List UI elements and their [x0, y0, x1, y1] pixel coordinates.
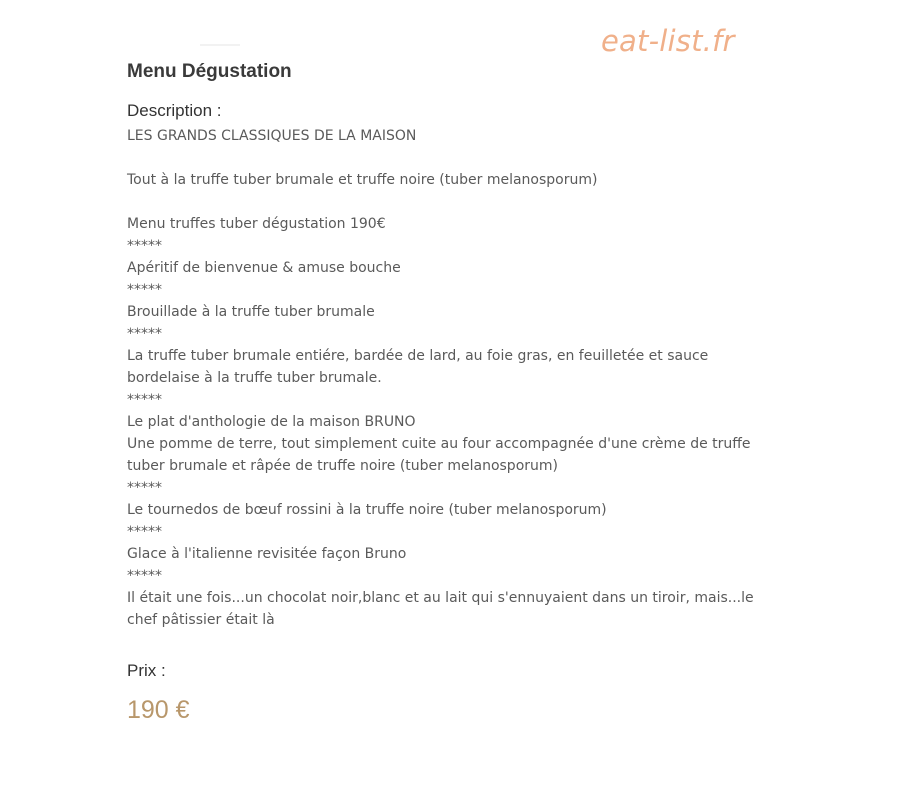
description-line: Glace à l'italienne revisitée façon Bruno [127, 546, 407, 562]
description-line: LES GRANDS CLASSIQUES DE LA MAISON [127, 128, 417, 144]
description-body [127, 125, 767, 631]
description-line [127, 147, 767, 169]
description-line: Une pomme de terre, tout simplement cuite au four accompagnée d'une crème de truffe [127, 436, 751, 452]
description-line: ***** [127, 326, 162, 342]
description-line: Le plat d'anthologie de la maison BRUNO [127, 414, 416, 430]
description-line: Il était une fois...un chocolat noir,blanc et au lait qui s'ennuyaient dans un tiroir, mais...le [127, 590, 754, 606]
description-line: ***** [127, 480, 162, 496]
description-line: ***** [127, 282, 162, 298]
description-line: ***** [127, 524, 162, 540]
price-value: 190 € [127, 696, 190, 724]
price-label: Prix : [127, 661, 166, 680]
description-line: Tout à la truffe tuber brumale et truffe noire (tuber melanosporum) [127, 172, 598, 188]
description-line: ***** [127, 392, 162, 408]
description-label: Description : [127, 101, 222, 120]
watermark-logo: eat-list.fr [601, 24, 735, 58]
description-line: tuber brumale et râpée de truffe noire (tuber melanosporum) [127, 458, 558, 474]
description-line: ***** [127, 238, 162, 254]
description-line: Apéritif de bienvenue & amuse bouche [127, 260, 401, 276]
description-line: ***** [127, 568, 162, 584]
description-line: Le tournedos de bœuf rossini à la truffe noire (tuber melanosporum) [127, 502, 607, 518]
menu-card [127, 60, 767, 725]
description-line: chef pâtissier était là [127, 612, 275, 628]
description-line [127, 191, 767, 213]
faint-divider [200, 44, 240, 46]
menu-title: Menu Dégustation [127, 61, 292, 82]
description-line: bordelaise à la truffe tuber brumale. [127, 370, 382, 386]
description-line: Menu truffes tuber dégustation 190€ [127, 216, 386, 232]
description-line: La truffe tuber brumale entiére, bardée de lard, au foie gras, en feuilletée et sauce [127, 348, 709, 364]
description-line: Brouillade à la truffe tuber brumale [127, 304, 375, 320]
